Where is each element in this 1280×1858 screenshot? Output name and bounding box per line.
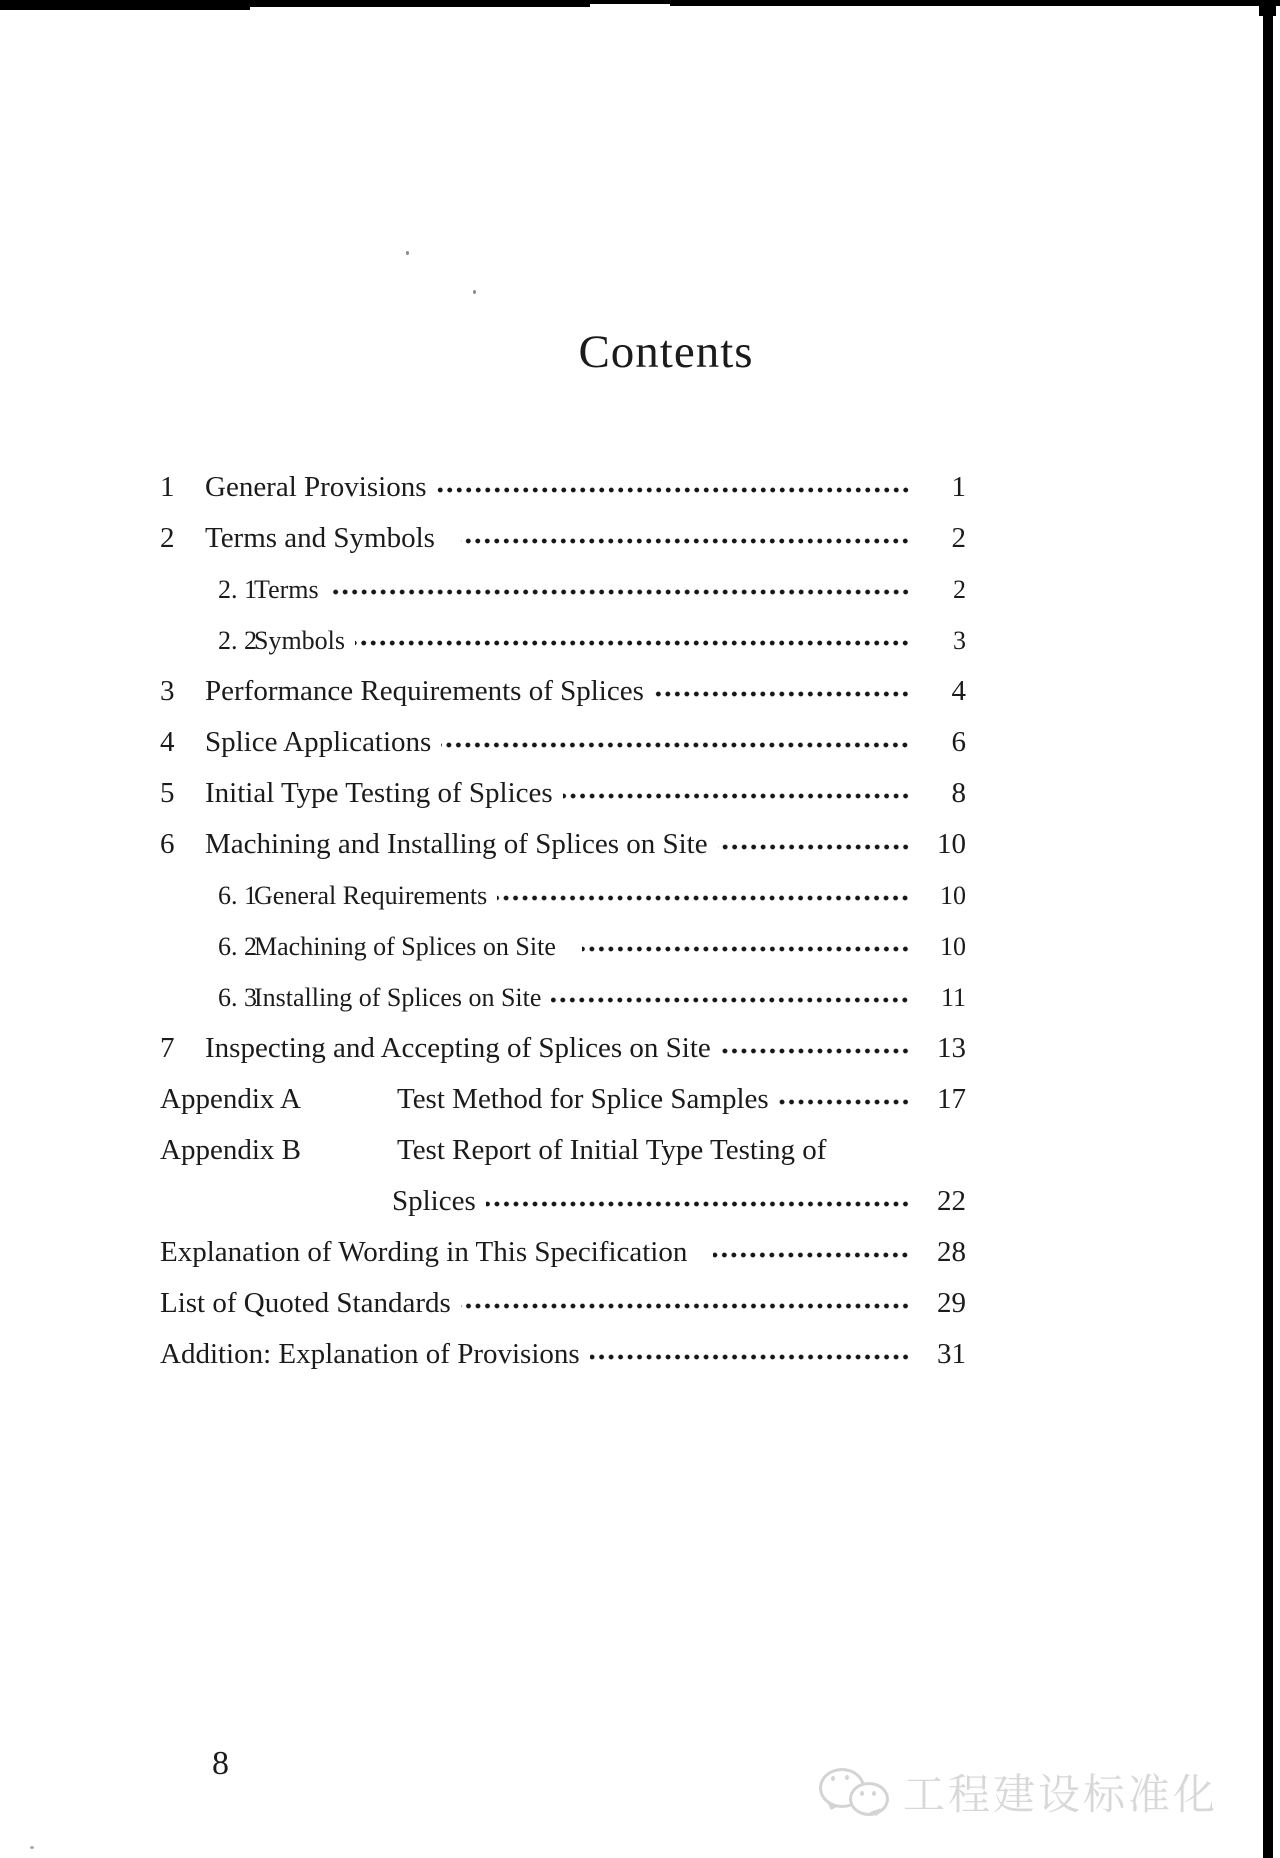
entry-title: Machining of Splices on Site bbox=[254, 932, 556, 961]
entry-title: General Requirements bbox=[254, 881, 488, 910]
entry-title: Addition: Explanation of Provisions bbox=[160, 1338, 580, 1370]
entry-number: 7 bbox=[160, 1032, 175, 1064]
entry-title: Symbols bbox=[254, 626, 346, 655]
indent-spacer bbox=[160, 1209, 392, 1210]
toc-entry bbox=[160, 666, 966, 717]
watermark-text: 工程建设标准化 bbox=[902, 1770, 1218, 1819]
dot-leader bbox=[461, 535, 910, 547]
entry-label: Appendix B bbox=[160, 1134, 301, 1166]
toc-entry bbox=[160, 1023, 966, 1074]
entry-number: 4 bbox=[160, 726, 175, 758]
entry-title: Test Report of Initial Type Testing of bbox=[397, 1134, 827, 1166]
entry-title: Test Method for Splice Samples bbox=[397, 1083, 769, 1115]
entry-title: Splices bbox=[392, 1185, 476, 1217]
toc-entry bbox=[160, 1278, 966, 1329]
dot-leader bbox=[590, 1351, 910, 1363]
dot-leader bbox=[497, 892, 910, 904]
bubble-eye bbox=[845, 1775, 849, 1780]
scan-edge-right bbox=[1259, 0, 1276, 16]
toc-entry bbox=[160, 819, 966, 870]
entry-page: 10 bbox=[940, 932, 966, 961]
scan-edge-top bbox=[250, 0, 590, 7]
page-number: 8 bbox=[212, 1745, 229, 1782]
toc-subentry bbox=[160, 921, 966, 972]
entry-number: 2. 2 bbox=[218, 626, 257, 655]
entry-number: 6. 2 bbox=[218, 932, 257, 961]
entry-page: 17 bbox=[937, 1083, 966, 1115]
toc-entry bbox=[160, 462, 966, 513]
scan-speck bbox=[30, 1846, 34, 1849]
entry-title: General Provisions bbox=[205, 471, 427, 503]
scan-edge-top bbox=[590, 0, 670, 4]
toc-entry bbox=[160, 768, 966, 819]
toc-entry bbox=[160, 1227, 966, 1278]
entry-page: 6 bbox=[951, 726, 966, 758]
dot-leader bbox=[779, 1096, 910, 1108]
entry-page: 13 bbox=[937, 1032, 966, 1064]
entry-page: 4 bbox=[951, 675, 966, 707]
toc-entry bbox=[160, 1329, 966, 1380]
entry-number: 2 bbox=[160, 522, 175, 554]
entry-title: Machining and Installing of Splices on Site bbox=[205, 828, 708, 860]
entry-title: List of Quoted Standards bbox=[160, 1287, 451, 1319]
dot-leader bbox=[721, 1045, 910, 1057]
bubble-eye bbox=[831, 1776, 835, 1781]
entry-title: Terms and Symbols bbox=[205, 522, 435, 554]
table-of-contents bbox=[160, 462, 966, 1380]
speech-bubble bbox=[849, 1782, 889, 1816]
toc-subentry bbox=[160, 615, 966, 666]
entry-page: 10 bbox=[940, 881, 966, 910]
dot-leader bbox=[355, 637, 910, 649]
entry-number: 1 bbox=[160, 471, 175, 503]
toc-entry-appendix bbox=[160, 1125, 966, 1176]
entry-page: 10 bbox=[937, 828, 966, 860]
bubble-tail bbox=[823, 1802, 838, 1817]
toc-entry-appendix bbox=[160, 1074, 966, 1125]
toc-subentry bbox=[160, 972, 966, 1023]
toc-entry bbox=[160, 513, 966, 564]
entry-title: Explanation of Wording in This Specification bbox=[160, 1236, 688, 1268]
scan-speck bbox=[473, 290, 476, 294]
entry-number: 6. 3 bbox=[218, 983, 257, 1012]
scan-edge-top bbox=[0, 0, 250, 10]
entry-number: 3 bbox=[160, 675, 175, 707]
dot-leader bbox=[461, 1300, 910, 1312]
dot-leader bbox=[486, 1198, 910, 1210]
dot-leader bbox=[329, 586, 910, 598]
entry-title: Installing of Splices on Site bbox=[254, 983, 542, 1012]
entry-page: 29 bbox=[937, 1287, 966, 1319]
entry-page: 2 bbox=[951, 522, 966, 554]
scan-edge-right bbox=[1263, 0, 1273, 1858]
entry-page: 3 bbox=[953, 626, 966, 655]
dot-leader bbox=[582, 943, 910, 955]
entry-number: 2. 1 bbox=[218, 575, 257, 604]
watermark bbox=[817, 1765, 1218, 1825]
entry-number: 6 bbox=[160, 828, 175, 860]
dot-leader bbox=[563, 790, 910, 802]
dot-leader bbox=[437, 484, 911, 496]
entry-page: 22 bbox=[937, 1185, 966, 1217]
entry-title: Splice Applications bbox=[205, 726, 432, 758]
toc-entry-continuation bbox=[160, 1176, 966, 1227]
toc-subentry bbox=[160, 564, 966, 615]
dot-leader bbox=[654, 688, 910, 700]
entry-number: 6. 1 bbox=[218, 881, 257, 910]
entry-title: Performance Requirements of Splices bbox=[205, 675, 644, 707]
toc-subentry bbox=[160, 870, 966, 921]
dot-leader bbox=[551, 994, 910, 1006]
page-title: Contents bbox=[578, 326, 754, 378]
entry-page: 8 bbox=[951, 777, 966, 809]
entry-page: 31 bbox=[937, 1338, 966, 1370]
dot-leader bbox=[441, 739, 910, 751]
toc-entry bbox=[160, 717, 966, 768]
scan-speck bbox=[406, 251, 409, 255]
dot-leader bbox=[718, 841, 910, 853]
scan-edge-top bbox=[670, 0, 1280, 6]
entry-page: 11 bbox=[940, 983, 966, 1012]
dot-leader bbox=[713, 1249, 910, 1261]
entry-page: 2 bbox=[953, 575, 966, 604]
entry-label: Appendix A bbox=[160, 1083, 301, 1115]
wechat-icon bbox=[817, 1766, 893, 1824]
dot-leader bbox=[836, 1147, 910, 1159]
entry-page: 28 bbox=[937, 1236, 966, 1268]
entry-page: 1 bbox=[951, 471, 966, 503]
bubble-eye bbox=[872, 1791, 876, 1796]
entry-title: Inspecting and Accepting of Splices on Site bbox=[205, 1032, 711, 1064]
entry-number: 5 bbox=[160, 777, 175, 809]
entry-title: Initial Type Testing of Splices bbox=[205, 777, 553, 809]
bubble-eye bbox=[860, 1791, 864, 1796]
entry-title: Terms bbox=[254, 575, 319, 604]
